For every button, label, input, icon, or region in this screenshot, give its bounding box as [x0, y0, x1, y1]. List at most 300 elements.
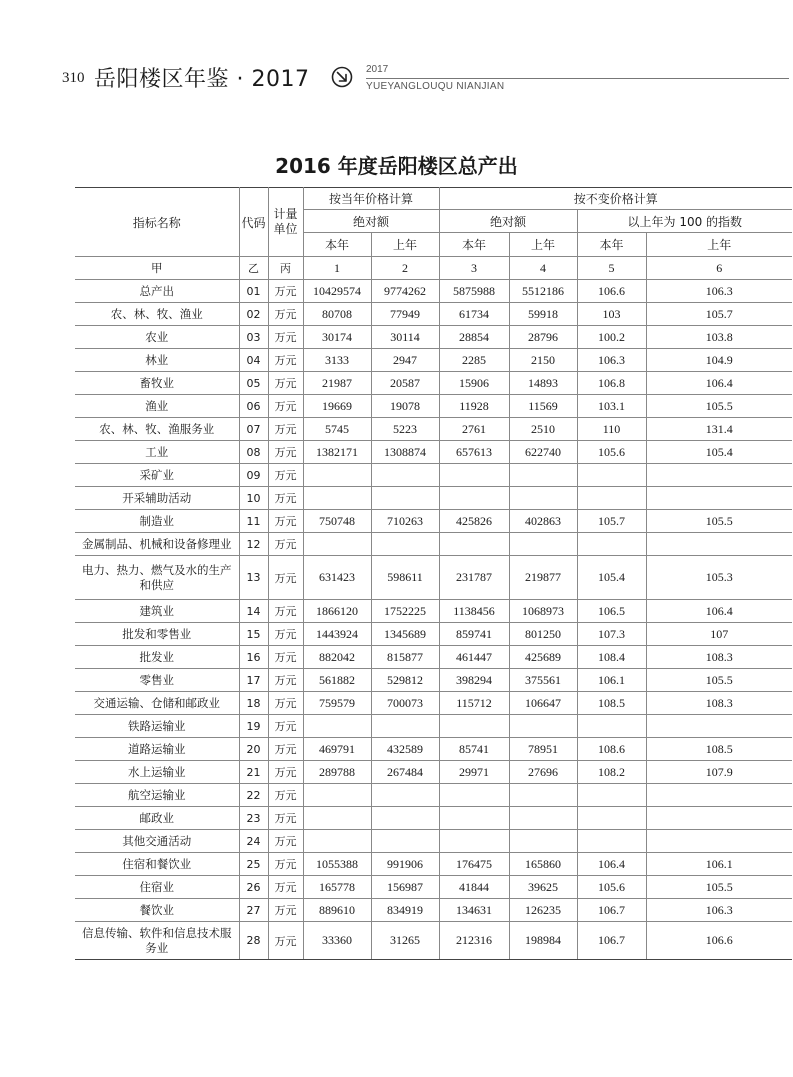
row-code: 04 [239, 349, 268, 372]
page-header [0, 0, 793, 110]
index-last-year: 103.8 [646, 326, 792, 349]
col-id: 1 [303, 257, 371, 280]
row-code: 21 [239, 761, 268, 784]
cur-this-year: 21987 [303, 372, 371, 395]
index-this-year: 106.3 [577, 349, 646, 372]
cur-last-year [371, 715, 439, 738]
table-row [75, 556, 792, 600]
row-code: 19 [239, 715, 268, 738]
row-unit: 万元 [268, 349, 303, 372]
row-name: 住宿业 [75, 876, 239, 899]
table-row [75, 715, 792, 738]
row-code: 23 [239, 807, 268, 830]
const-this-year: 2285 [439, 349, 509, 372]
row-unit: 万元 [268, 876, 303, 899]
row-unit: 万元 [268, 784, 303, 807]
row-name: 渔业 [75, 395, 239, 418]
row-name: 批发业 [75, 646, 239, 669]
table-row [75, 692, 792, 715]
index-last-year: 104.9 [646, 349, 792, 372]
index-last-year: 105.3 [646, 556, 792, 600]
row-name: 信息传输、软件和信息技术服务业 [75, 922, 239, 960]
const-this-year: 859741 [439, 623, 509, 646]
cur-this-year: 33360 [303, 922, 371, 960]
table-row [75, 853, 792, 876]
cur-this-year [303, 784, 371, 807]
row-unit: 万元 [268, 418, 303, 441]
row-unit: 万元 [268, 487, 303, 510]
const-last-year: 5512186 [509, 280, 577, 303]
row-unit: 万元 [268, 853, 303, 876]
cur-last-year: 30114 [371, 326, 439, 349]
const-last-year: 126235 [509, 899, 577, 922]
index-this-year: 106.4 [577, 853, 646, 876]
const-this-year [439, 464, 509, 487]
row-name: 制造业 [75, 510, 239, 533]
const-this-year [439, 807, 509, 830]
const-this-year: 29971 [439, 761, 509, 784]
const-last-year [509, 807, 577, 830]
const-this-year: 461447 [439, 646, 509, 669]
row-name: 航空运输业 [75, 784, 239, 807]
book-title: 岳阳楼区年鉴 · 2017 [94, 67, 310, 92]
const-this-year: 134631 [439, 899, 509, 922]
row-code: 06 [239, 395, 268, 418]
index-this-year: 103.1 [577, 395, 646, 418]
row-unit: 万元 [268, 715, 303, 738]
const-this-year: 212316 [439, 922, 509, 960]
cur-this-year: 469791 [303, 738, 371, 761]
const-last-year [509, 715, 577, 738]
row-name: 农业 [75, 326, 239, 349]
row-code: 10 [239, 487, 268, 510]
index-last-year: 106.1 [646, 853, 792, 876]
const-last-year [509, 533, 577, 556]
table-row [75, 395, 792, 418]
row-name: 工业 [75, 441, 239, 464]
row-name: 开采辅助活动 [75, 487, 239, 510]
col-id: 4 [509, 257, 577, 280]
col-header-this-year: 本年 [439, 233, 509, 257]
const-this-year [439, 487, 509, 510]
row-unit: 万元 [268, 395, 303, 418]
index-this-year [577, 807, 646, 830]
row-unit: 万元 [268, 326, 303, 349]
index-this-year: 108.6 [577, 738, 646, 761]
table-row [75, 441, 792, 464]
const-this-year: 425826 [439, 510, 509, 533]
cur-last-year [371, 807, 439, 830]
row-name: 水上运输业 [75, 761, 239, 784]
cur-this-year: 10429574 [303, 280, 371, 303]
row-unit: 万元 [268, 646, 303, 669]
index-last-year [646, 464, 792, 487]
index-last-year: 105.7 [646, 303, 792, 326]
index-last-year: 105.5 [646, 876, 792, 899]
index-this-year: 106.6 [577, 280, 646, 303]
col-header-absolute: 绝对额 [303, 210, 439, 233]
index-this-year: 108.5 [577, 692, 646, 715]
row-name: 住宿和餐饮业 [75, 853, 239, 876]
cur-last-year: 432589 [371, 738, 439, 761]
cur-last-year: 156987 [371, 876, 439, 899]
column-id-row [75, 257, 792, 280]
index-last-year: 105.5 [646, 395, 792, 418]
cur-this-year: 5745 [303, 418, 371, 441]
cur-this-year: 80708 [303, 303, 371, 326]
cur-last-year: 710263 [371, 510, 439, 533]
row-name: 林业 [75, 349, 239, 372]
row-name: 零售业 [75, 669, 239, 692]
table-row [75, 738, 792, 761]
english-year: 2017 [366, 64, 389, 75]
const-last-year: 14893 [509, 372, 577, 395]
const-this-year: 28854 [439, 326, 509, 349]
index-last-year [646, 807, 792, 830]
row-code: 13 [239, 556, 268, 600]
const-this-year: 11928 [439, 395, 509, 418]
col-header-constant-price: 按不变价格计算 [439, 188, 792, 210]
row-unit: 万元 [268, 830, 303, 853]
const-last-year: 198984 [509, 922, 577, 960]
const-last-year: 165860 [509, 853, 577, 876]
cur-last-year: 700073 [371, 692, 439, 715]
table-row [75, 303, 792, 326]
row-name: 餐饮业 [75, 899, 239, 922]
index-last-year: 108.3 [646, 646, 792, 669]
col-id: 3 [439, 257, 509, 280]
const-last-year: 375561 [509, 669, 577, 692]
index-last-year: 105.4 [646, 441, 792, 464]
index-this-year [577, 533, 646, 556]
cur-last-year: 267484 [371, 761, 439, 784]
cur-this-year: 3133 [303, 349, 371, 372]
row-name: 畜牧业 [75, 372, 239, 395]
const-last-year: 219877 [509, 556, 577, 600]
const-this-year [439, 830, 509, 853]
cur-last-year: 1345689 [371, 623, 439, 646]
row-unit: 万元 [268, 922, 303, 960]
row-unit: 万元 [268, 669, 303, 692]
cur-last-year [371, 533, 439, 556]
row-unit: 万元 [268, 738, 303, 761]
cur-this-year: 750748 [303, 510, 371, 533]
index-last-year [646, 784, 792, 807]
index-this-year: 105.4 [577, 556, 646, 600]
row-unit: 万元 [268, 510, 303, 533]
row-code: 02 [239, 303, 268, 326]
index-last-year: 107 [646, 623, 792, 646]
const-last-year [509, 487, 577, 510]
cur-this-year: 1443924 [303, 623, 371, 646]
row-code: 15 [239, 623, 268, 646]
const-last-year [509, 784, 577, 807]
const-this-year: 115712 [439, 692, 509, 715]
index-last-year [646, 715, 792, 738]
cur-this-year: 759579 [303, 692, 371, 715]
cur-last-year: 834919 [371, 899, 439, 922]
const-this-year: 85741 [439, 738, 509, 761]
yearbook-logo-icon [331, 66, 353, 88]
const-last-year [509, 464, 577, 487]
row-code: 16 [239, 646, 268, 669]
table-row [75, 600, 792, 623]
row-unit: 万元 [268, 761, 303, 784]
index-this-year: 100.2 [577, 326, 646, 349]
index-last-year [646, 533, 792, 556]
cur-this-year [303, 533, 371, 556]
index-this-year: 106.5 [577, 600, 646, 623]
row-name: 建筑业 [75, 600, 239, 623]
index-this-year [577, 464, 646, 487]
row-unit: 万元 [268, 692, 303, 715]
const-last-year: 11569 [509, 395, 577, 418]
table-row [75, 623, 792, 646]
col-header-code: 代码 [239, 188, 268, 257]
cur-this-year: 882042 [303, 646, 371, 669]
cur-last-year: 77949 [371, 303, 439, 326]
table-row [75, 464, 792, 487]
index-last-year: 108.3 [646, 692, 792, 715]
row-code: 17 [239, 669, 268, 692]
col-header-this-year: 本年 [577, 233, 646, 257]
const-last-year: 59918 [509, 303, 577, 326]
const-this-year: 657613 [439, 441, 509, 464]
index-this-year: 108.2 [577, 761, 646, 784]
cur-this-year: 1382171 [303, 441, 371, 464]
cur-this-year: 1866120 [303, 600, 371, 623]
cur-this-year [303, 487, 371, 510]
row-code: 08 [239, 441, 268, 464]
index-this-year: 105.7 [577, 510, 646, 533]
index-this-year [577, 784, 646, 807]
cur-last-year [371, 464, 439, 487]
cur-this-year: 165778 [303, 876, 371, 899]
index-last-year: 105.5 [646, 669, 792, 692]
english-name: YUEYANGLOUQU NIANJIAN [366, 81, 505, 92]
row-unit: 万元 [268, 807, 303, 830]
table-row [75, 510, 792, 533]
row-unit: 万元 [268, 600, 303, 623]
index-this-year: 105.6 [577, 876, 646, 899]
col-id: 丙 [268, 257, 303, 280]
const-last-year: 622740 [509, 441, 577, 464]
const-last-year: 1068973 [509, 600, 577, 623]
const-this-year: 61734 [439, 303, 509, 326]
index-this-year [577, 487, 646, 510]
index-this-year: 108.4 [577, 646, 646, 669]
row-name: 批发和零售业 [75, 623, 239, 646]
row-unit: 万元 [268, 280, 303, 303]
row-code: 12 [239, 533, 268, 556]
table-title: 2016 年度岳阳楼区总产出 [275, 154, 518, 178]
index-this-year: 106.1 [577, 669, 646, 692]
row-code: 11 [239, 510, 268, 533]
cur-last-year: 2947 [371, 349, 439, 372]
index-last-year: 105.5 [646, 510, 792, 533]
const-this-year: 176475 [439, 853, 509, 876]
row-unit: 万元 [268, 464, 303, 487]
index-last-year: 106.4 [646, 372, 792, 395]
cur-this-year: 561882 [303, 669, 371, 692]
row-code: 09 [239, 464, 268, 487]
row-code: 25 [239, 853, 268, 876]
row-code: 03 [239, 326, 268, 349]
output-table [75, 187, 792, 960]
header-rule [366, 78, 789, 79]
cur-this-year: 1055388 [303, 853, 371, 876]
row-code: 05 [239, 372, 268, 395]
col-header-unit: 计量单位 [268, 188, 303, 257]
cur-last-year [371, 830, 439, 853]
row-name: 农、林、牧、渔服务业 [75, 418, 239, 441]
const-this-year: 1138456 [439, 600, 509, 623]
const-this-year: 398294 [439, 669, 509, 692]
row-unit: 万元 [268, 899, 303, 922]
const-this-year: 41844 [439, 876, 509, 899]
index-this-year: 103 [577, 303, 646, 326]
table-row [75, 784, 792, 807]
cur-this-year: 289788 [303, 761, 371, 784]
col-header-index: 以上年为 100 的指数 [577, 210, 792, 233]
cur-last-year: 9774262 [371, 280, 439, 303]
row-code: 01 [239, 280, 268, 303]
cur-this-year: 30174 [303, 326, 371, 349]
index-last-year: 131.4 [646, 418, 792, 441]
cur-last-year: 1308874 [371, 441, 439, 464]
col-header-last-year: 上年 [646, 233, 792, 257]
const-this-year: 231787 [439, 556, 509, 600]
const-this-year [439, 784, 509, 807]
cur-last-year: 1752225 [371, 600, 439, 623]
row-name: 电力、热力、燃气及水的生产和供应 [75, 556, 239, 600]
table-row [75, 899, 792, 922]
index-this-year: 107.3 [577, 623, 646, 646]
cur-last-year [371, 784, 439, 807]
const-last-year: 28796 [509, 326, 577, 349]
col-header-last-year: 上年 [371, 233, 439, 257]
table-row [75, 876, 792, 899]
cur-this-year: 889610 [303, 899, 371, 922]
table-row [75, 487, 792, 510]
const-this-year [439, 715, 509, 738]
cur-this-year [303, 464, 371, 487]
cur-this-year [303, 807, 371, 830]
row-name: 采矿业 [75, 464, 239, 487]
index-last-year [646, 830, 792, 853]
row-code: 28 [239, 922, 268, 960]
index-this-year: 106.7 [577, 922, 646, 960]
row-unit: 万元 [268, 372, 303, 395]
cur-last-year: 31265 [371, 922, 439, 960]
cur-last-year: 5223 [371, 418, 439, 441]
row-unit: 万元 [268, 623, 303, 646]
row-code: 24 [239, 830, 268, 853]
col-header-last-year: 上年 [509, 233, 577, 257]
const-last-year: 402863 [509, 510, 577, 533]
cur-last-year: 991906 [371, 853, 439, 876]
index-this-year [577, 830, 646, 853]
row-code: 22 [239, 784, 268, 807]
index-this-year: 106.8 [577, 372, 646, 395]
table-row [75, 922, 792, 960]
table-row [75, 372, 792, 395]
row-name: 交通运输、仓储和邮政业 [75, 692, 239, 715]
cur-this-year: 19669 [303, 395, 371, 418]
index-this-year: 105.6 [577, 441, 646, 464]
col-header-absolute-const: 绝对额 [439, 210, 577, 233]
row-code: 26 [239, 876, 268, 899]
row-code: 14 [239, 600, 268, 623]
const-last-year [509, 830, 577, 853]
row-name: 总产出 [75, 280, 239, 303]
cur-last-year [371, 487, 439, 510]
col-id: 5 [577, 257, 646, 280]
row-code: 18 [239, 692, 268, 715]
table-row [75, 646, 792, 669]
const-this-year [439, 533, 509, 556]
index-this-year: 110 [577, 418, 646, 441]
index-last-year: 106.3 [646, 280, 792, 303]
table-row [75, 326, 792, 349]
col-header-this-year: 本年 [303, 233, 371, 257]
cur-last-year: 20587 [371, 372, 439, 395]
index-last-year: 108.5 [646, 738, 792, 761]
cur-this-year: 631423 [303, 556, 371, 600]
col-header-current-price: 按当年价格计算 [303, 188, 439, 210]
row-unit: 万元 [268, 303, 303, 326]
row-unit: 万元 [268, 556, 303, 600]
index-last-year [646, 487, 792, 510]
row-code: 27 [239, 899, 268, 922]
col-id: 2 [371, 257, 439, 280]
row-unit: 万元 [268, 441, 303, 464]
const-this-year: 2761 [439, 418, 509, 441]
col-header-name: 指标名称 [75, 188, 239, 257]
const-this-year: 5875988 [439, 280, 509, 303]
const-last-year: 39625 [509, 876, 577, 899]
const-last-year: 78951 [509, 738, 577, 761]
page-number: 310 [62, 70, 85, 86]
const-last-year: 425689 [509, 646, 577, 669]
const-this-year: 15906 [439, 372, 509, 395]
row-code: 07 [239, 418, 268, 441]
table-row [75, 533, 792, 556]
col-id: 乙 [239, 257, 268, 280]
const-last-year: 106647 [509, 692, 577, 715]
index-last-year: 107.9 [646, 761, 792, 784]
col-id: 甲 [75, 257, 239, 280]
cur-this-year [303, 715, 371, 738]
col-id: 6 [646, 257, 792, 280]
row-unit: 万元 [268, 533, 303, 556]
row-name: 铁路运输业 [75, 715, 239, 738]
const-last-year: 801250 [509, 623, 577, 646]
table-row [75, 830, 792, 853]
row-name: 道路运输业 [75, 738, 239, 761]
const-last-year: 2150 [509, 349, 577, 372]
cur-last-year: 815877 [371, 646, 439, 669]
row-name: 邮政业 [75, 807, 239, 830]
cur-this-year [303, 830, 371, 853]
index-this-year: 106.7 [577, 899, 646, 922]
index-last-year: 106.6 [646, 922, 792, 960]
const-last-year: 2510 [509, 418, 577, 441]
index-last-year: 106.4 [646, 600, 792, 623]
table-row [75, 761, 792, 784]
row-name: 其他交通活动 [75, 830, 239, 853]
index-last-year: 106.3 [646, 899, 792, 922]
